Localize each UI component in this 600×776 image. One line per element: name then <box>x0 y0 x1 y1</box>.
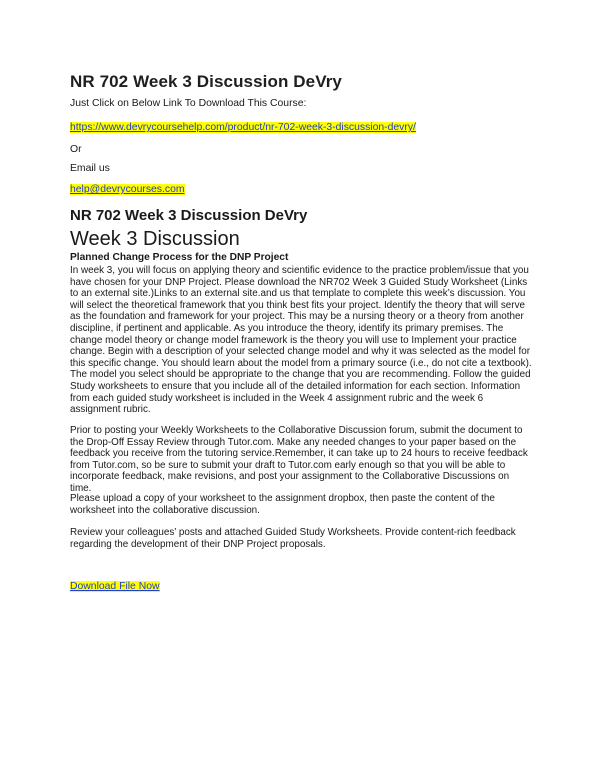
paragraph-4: Review your colleagues’ posts and attached Guided Study Worksheets. Provide content-rich feedback regarding the development of their DNP Project proposals. <box>70 527 516 550</box>
download-link[interactable]: Download File Now <box>70 581 160 592</box>
paragraph-1: In week 3, you will focus on applying theory and scientific evidence to the practice problem/issue that you have chosen for your DNP Project. Please download the NR702 Week 3 Guided Study Worksheet (Links to an external site.)Links to an external site.and us that template to complete this week’s discussion. You will select the theoretical framework that you think best fits your project. Identify the theory that will serve as the foundation and framework for your project. This may be a nursing theory or a theory from another discipline, if pertinent and applicable. As you introduce the theory, identify its primary premises. The change model theory or change model framework is the theory you will use to Implement your practice change. Begin with a description of your selected change model and why it was selected as the model for this specific change. You should learn about the model from a primary source (i.e., do not cite a textbook). The model you select should be appropriate to the change that you are recommending. Follow the guided Study worksheets to ensure that you include all of the detailed information for each section. Information from each guided study worksheet is included in the Week 4 assignment rubric and the week 6 assignment rubric. <box>70 265 532 416</box>
week-heading: Week 3 Discussion <box>70 228 240 250</box>
intro-text: Just Click on Below Link To Download This Course: <box>70 98 307 109</box>
course-link-line <box>70 121 416 134</box>
page-title: NR 702 Week 3 Discussion DeVry <box>70 72 342 91</box>
paragraph-2: Prior to posting your Weekly Worksheets to the Collaborative Discussion forum, submit the document to the Drop-Off Essay Review through Tutor.com. Make any needed changes to your paper based on the feedback you receive from the tutoring service.Remember, it can take up to 24 hours to receive feedback from Tutor.com, so be sure to submit your draft to Tutor.com early enough so that you will be able to incorporate feedback, make revisions, and post your assignment to the Collaborative Discussions on time. <box>70 425 528 494</box>
paragraph-3: Please upload a copy of your worksheet to the assignment dropbox, then paste the content of the worksheet into the collaborative discussion. <box>70 493 495 516</box>
download-line <box>70 580 160 593</box>
course-link[interactable]: https://www.devrycoursehelp.com/product/nr-702-week-3-discussion-devry/ <box>70 122 416 133</box>
email-label: Email us <box>70 163 110 174</box>
section-title: NR 702 Week 3 Discussion DeVry <box>70 207 308 224</box>
email-link[interactable]: help@devrycourses.com <box>70 184 185 195</box>
subheading: Planned Change Process for the DNP Project <box>70 252 289 263</box>
or-text: Or <box>70 144 82 155</box>
email-link-line <box>70 183 185 196</box>
